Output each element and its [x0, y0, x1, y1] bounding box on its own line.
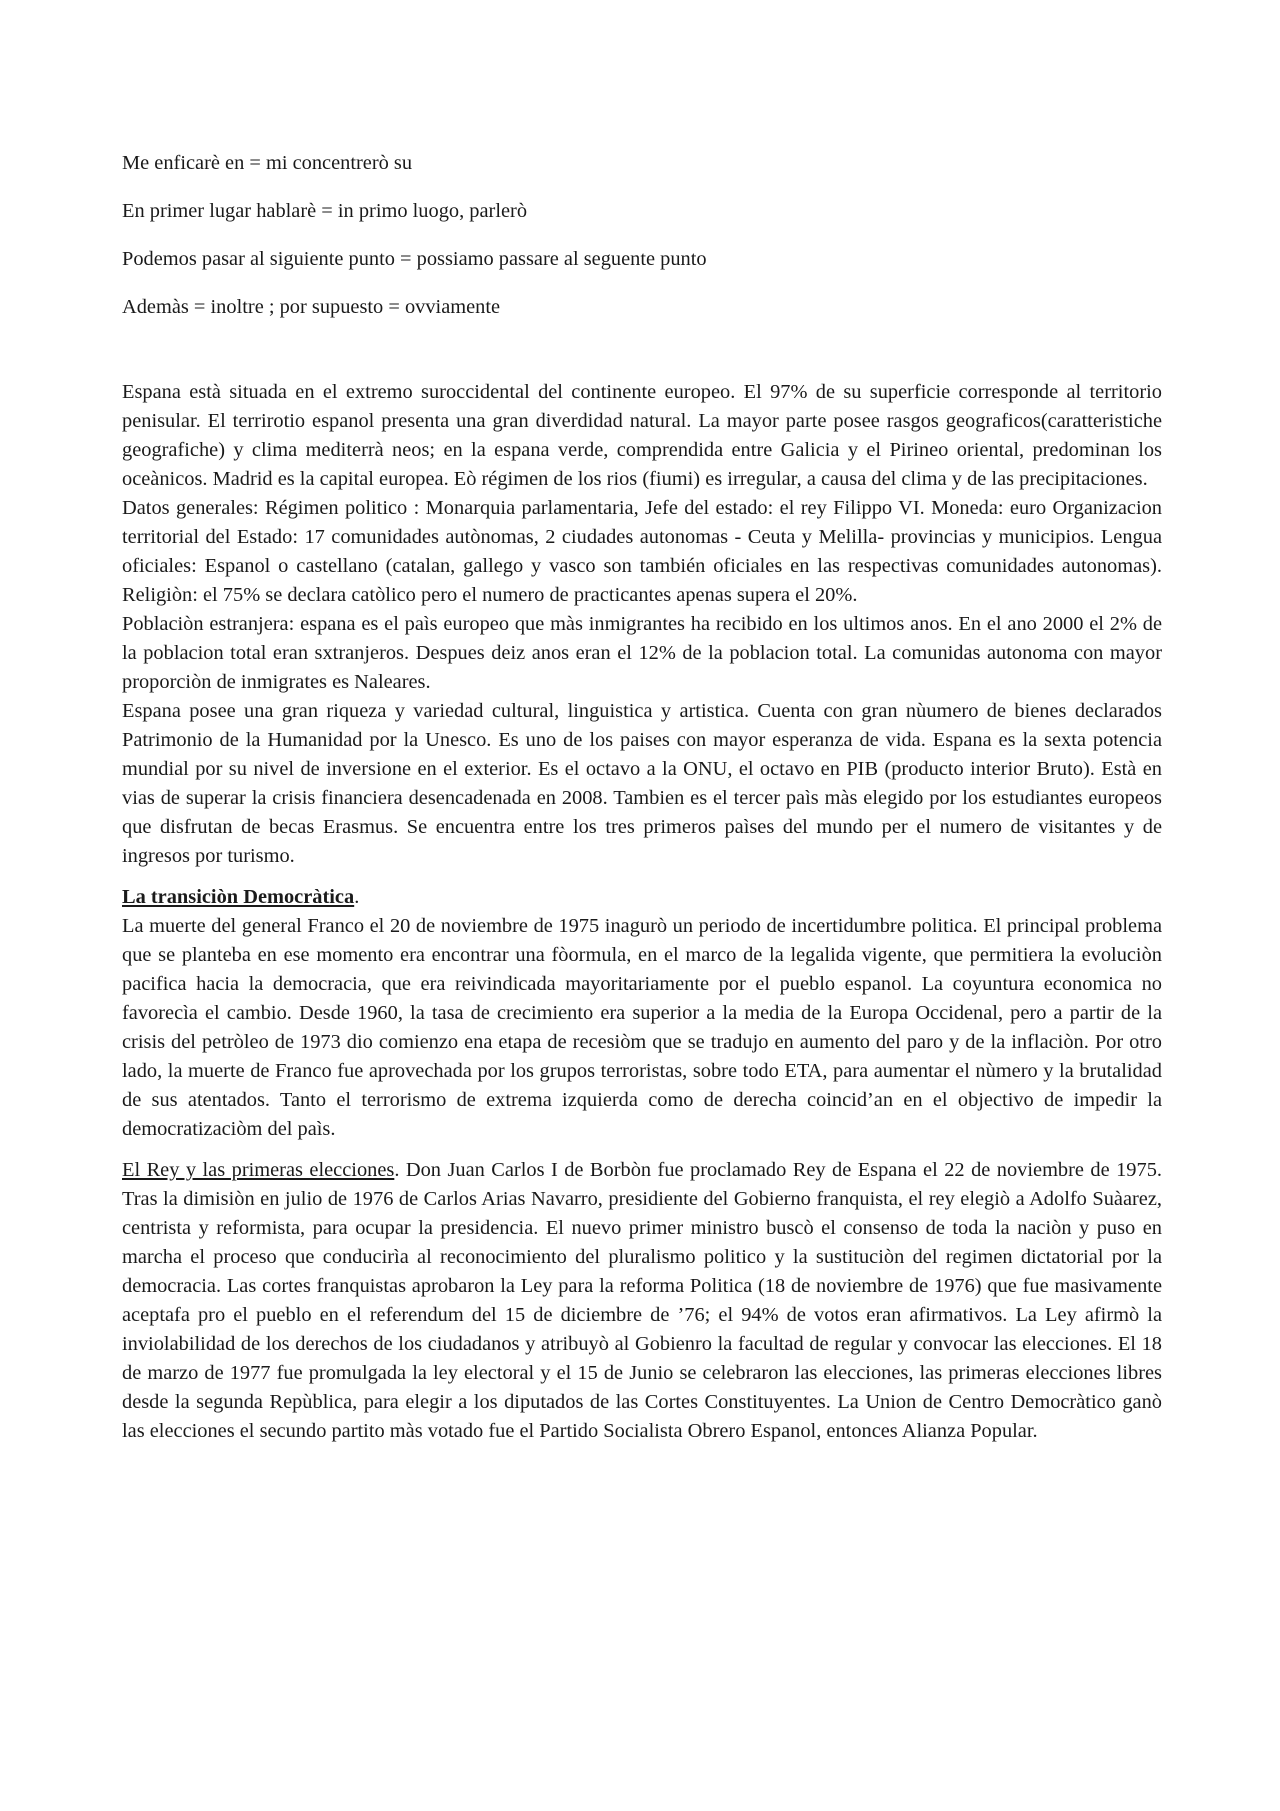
intro-section: [122, 378, 1162, 871]
intro-paragraph-general-data: Datos generales: Régimen politico : Monarquia parlamentaria, Jefe del estado: el rey Filippo VI. Moneda: euro Organizacion territorial del Estado: 17 comunidades autònomas, 2 ciudades autonomas - Ceuta y Melilla- provincias y municipios. Lengua oficiales: Espanol o castellano (catalan, gallego y vasco son también oficiales en las respectivas comunidades autonomas). Religiòn: el 75% se declara catòlico pero el numero de practicantes apenas supera el 20%.: [122, 497, 1162, 606]
document-page: [122, 150, 1162, 1446]
transicion-heading-line: [122, 883, 1162, 912]
phrase-line: Ademàs = inoltre ; por supuesto = ovviamente: [122, 296, 501, 318]
intro-paragraph-foreign-population: Poblaciòn estranjera: espana es el paìs europeo que màs inmigrantes ha recibido en los ultimos anos. En el ano 2000 el 2% de la poblacion total eran sxtranjeros. Despues deiz anos eran el 12% de la poblacion total. La comunidas autonoma con mayor proporciòn de inmigrates es Naleares.: [122, 613, 1162, 693]
intro-paragraph-culture: Espana posee una gran riqueza y variedad cultural, linguistica y artistica. Cuenta con gran nùumero de bienes declarados Patrimonio de la Humanidad por la Unesco. Es uno de los paises con mayor esperanza de vida. Espana es la sexta potencia mundial por su nivel de inversione en el exterior. Es el octavo a la ONU, el octavo en PIB (producto interior Bruto). Està en vias de superar la crisis financiera desencadenada en 2008. Tambien es el tercer paìs màs elegido por los estudiantes europeos que disfrutan de becas Erasmus. Se encuentra entre los tres primeros paìses del mundo per el numero de visitantes y de ingresos por turismo.: [122, 700, 1162, 867]
intro-paragraph-geography: Espana està situada en el extremo suroccidental del continente europeo. El 97% de su superficie corresponde al territorio penisular. El terrirotio espanol presenta una gran diverdidad natural. La mayor parte posee rasgos geograficos(caratteristiche geografiche) y clima mediterrà neos; en la espana verde, comprendida entre Galicia y el Pirineo oriental, predominan los oceànicos. Madrid es la capital europea. Eò régimen de los rios (fiumi) es irregular, a causa del clima y de las precipitaciones.: [122, 381, 1162, 490]
transicion-section: [122, 883, 1162, 1144]
heading-period: .: [354, 886, 360, 908]
phrase-line: En primer lugar hablarè = in primo luogo, parlerò: [122, 200, 528, 222]
section-heading: La transiciòn Democràtica: [122, 886, 355, 908]
rey-paragraph: [122, 1156, 1162, 1446]
phrase-line: Podemos pasar al siguiente punto = possiamo passare al seguente punto: [122, 248, 707, 270]
rey-paragraph-body: . Don Juan Carlos I de Borbòn fue proclamado Rey de Espana el 22 de noviembre de 1975. Tras la dimisiòn en julio de 1976 de Carlos Arias Navarro, presidiente del Gobierno franquista, el rey elegiò a Adolfo Suàarez, centrista y reformista, para ocupar la presidencia. El nuevo primer ministro buscò el consenso de toda la naciòn y puso en marcha el proceso que conducirìa al reconocimiento del pluralismo politico y la sustituciòn del regimen dictatorial por la democracia. Las cortes franquistas aprobaron la Ley para la reforma Politica (18 de noviembre de 1976) que fue masivamente aceptafa pro el pueblo en el referendum del 15 de diciembre de ’76; el 94% de votos eran afirmativos. La Ley afirmò la inviolabilidad de los derechos de los ciudadanos y atribuyò al Gobienro la facultad de regular y convocar las elecciones. El 18 de marzo de 1977 fue promulgada la ley electoral y el 15 de Junio se celebraron las elecciones, las primeras elecciones libres desde la segunda Repùblica, para elegir a los diputados de las Cortes Constituyentes. La Union de Centro Democràtico ganò las elecciones el secundo partito màs votado fue el Partido Socialista Obrero Espanol, entonces Alianza Popular.: [122, 1159, 1162, 1442]
transicion-paragraph: La muerte del general Franco el 20 de noviembre de 1975 inagurò un periodo de incertidumbre politica. El principal problema que se planteba en ese momento era encontrar una fòormula, en el marco de la legalida vigente, que permitiera la evoluciòn pacifica hacia la democracia, que era reivindicada mayoritariamente por el pueblo espanol. La coyuntura economica no favorecìa el cambio. Desde 1960, la tasa de crecimiento era superior a la media de la Europa Occidenal, pero a partir de la crisis del petròleo de 1973 dio comienzo ena etapa de recesiòm que se tradujo en aumento del paro y de la inflaciòn. Por otro lado, la muerte de Franco fue aprovechada por los grupos terroristas, sobre todo ETA, para aumentar el nùmero y la brutalidad de sus atentados. Tanto el terrorismo de extrema izquierda como de derecha coincid’an en el objectivo de impedir la democratizaciòm del paìs.: [122, 915, 1162, 1140]
section-heading: El Rey y las primeras elecciones: [122, 1159, 395, 1181]
rey-section: [122, 1156, 1162, 1446]
phrase-list: [122, 150, 1162, 320]
phrase-line: Me enficarè en = mi concentrerò su: [122, 152, 413, 174]
